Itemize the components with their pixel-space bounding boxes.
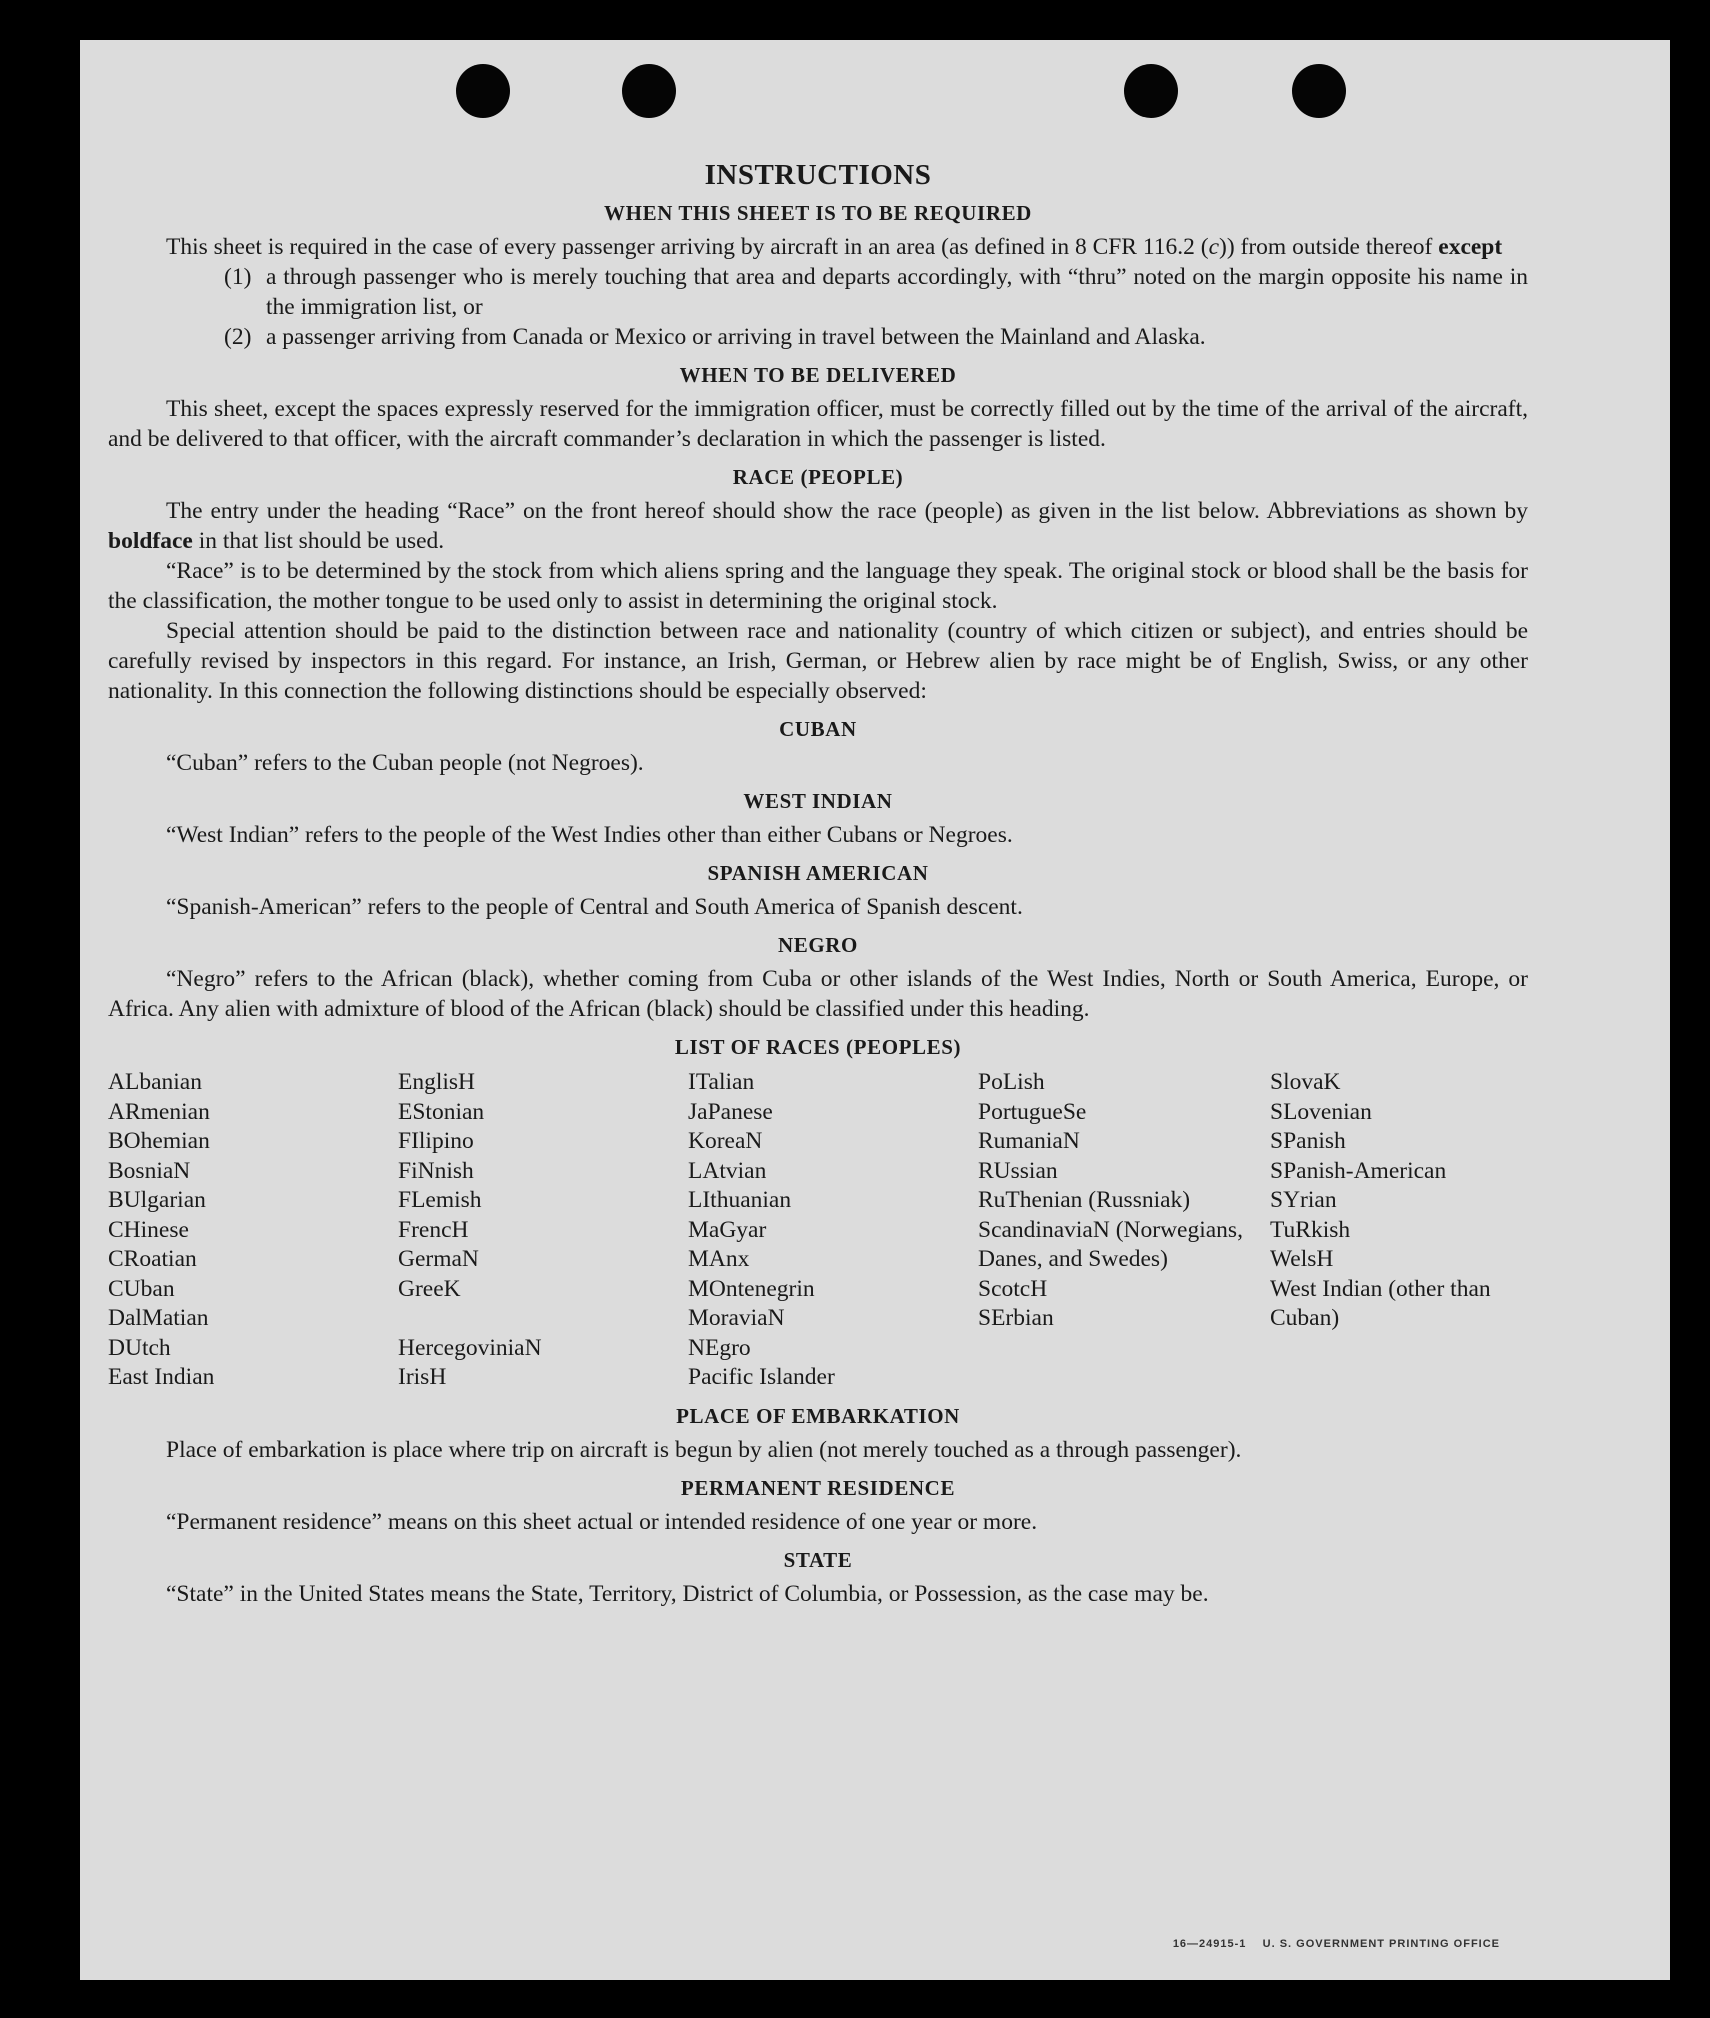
race-entry: KoreaN: [688, 1128, 763, 1154]
race-entry: TuRkish: [1270, 1216, 1351, 1243]
race-entry: WelsH: [1270, 1246, 1334, 1272]
race-entry: SPanish-American: [1270, 1157, 1447, 1184]
printer-name: U. S. GOVERNMENT PRINTING OFFICE: [1262, 1938, 1500, 1950]
races-column: [1270, 1068, 1528, 1393]
punch-hole: [1124, 64, 1178, 118]
race-entry: RuThenian (Russniak): [978, 1187, 1191, 1213]
when-required-intro: This sheet is required in the case of every passenger arriving by aircraft in an area (as defined in 8 CFR 116.2 (c)) from outside thereof except: [166, 234, 1503, 260]
race-entry: EStonian: [398, 1098, 485, 1125]
punch-hole: [456, 64, 510, 118]
race-entry: IrisH: [398, 1364, 447, 1390]
race-entry: SYrian: [1270, 1187, 1337, 1213]
races-column: [398, 1068, 688, 1393]
race-entry: PortugueSe: [978, 1098, 1087, 1125]
section-heading-race: RACE (PEOPLE): [732, 465, 904, 489]
cuban-text: “Cuban” refers to the Cuban people (not Negroes).: [166, 750, 644, 776]
section-heading-list-of-races: LIST OF RACES (PEOPLES): [674, 1035, 962, 1059]
race-entry: MAnx: [688, 1246, 750, 1272]
race-entry: [398, 1304, 688, 1334]
race-entry: East Indian: [108, 1364, 215, 1390]
race-entry: EnglisH: [398, 1069, 476, 1095]
section-heading-when-delivered: WHEN TO BE DELIVERED: [679, 363, 957, 387]
race-entry: MOntenegrin: [688, 1275, 815, 1302]
race-entry: BUlgarian: [108, 1187, 206, 1213]
exception-item-1: (1) a through passenger who is merely touching that area and departs accordingly, with “thru” noted on the margin opposite his name in the immigration list, or: [224, 264, 1528, 320]
spanish-american-text: “Spanish-American” refers to the people of Central and South America of Spanish descent.: [166, 894, 1023, 920]
punch-hole: [622, 64, 676, 118]
race-entry: Pacific Islander: [688, 1364, 835, 1390]
race-entry: FLemish: [398, 1187, 482, 1213]
race-entry: MoraviaN: [688, 1305, 785, 1331]
race-entry: LAtvian: [688, 1157, 767, 1184]
race-entry: SErbian: [978, 1305, 1054, 1331]
section-heading-negro: NEGRO: [777, 933, 858, 957]
race-entry: SlovaK: [1270, 1069, 1341, 1095]
instructions-content: [108, 160, 1528, 1609]
printer-imprint: [1173, 1938, 1500, 1950]
race-entry: FrencH: [398, 1216, 469, 1243]
race-entry: BOhemian: [108, 1128, 210, 1154]
race-entry: GermaN: [398, 1246, 479, 1272]
race-entry: BosniaN: [108, 1157, 191, 1184]
west-indian-text: “West Indian” refers to the people of the West Indies other than either Cubans or Negroes.: [166, 822, 1013, 848]
race-entry: DalMatian: [108, 1305, 209, 1331]
race-paragraph-1: The entry under the heading “Race” on the front hereof should show the race (people) as given in the list below. Abbreviations as shown by boldface in that list should be used.: [108, 498, 1528, 554]
section-heading-spanish-american: SPANISH AMERICAN: [707, 861, 929, 885]
section-heading-embarkation: PLACE OF EMBARKATION: [676, 1403, 960, 1428]
race-entry: RumaniaN: [978, 1128, 1080, 1154]
form-code: 16—24915-1: [1172, 1938, 1247, 1950]
section-heading-west-indian: WEST INDIAN: [743, 789, 893, 813]
race-entry: CUban: [108, 1275, 175, 1302]
race-entry: ALbanian: [108, 1069, 202, 1095]
race-entry: MaGyar: [688, 1216, 767, 1243]
document-page: [80, 40, 1670, 1980]
exception-item-2: (2) a passenger arriving from Canada or Mexico or arriving in travel between the Mainland and Alaska.: [224, 324, 1206, 350]
race-entry: ScotcH: [978, 1275, 1048, 1302]
negro-text: “Negro” refers to the African (black), whether coming from Cuba or other islands of the West Indies, North or South America, Europe, or Africa. Any alien with admixture of blood of the African (black) should be classified under this heading.: [108, 966, 1528, 1022]
section-heading-residence: PERMANENT RESIDENCE: [680, 1475, 956, 1500]
races-column: [108, 1068, 398, 1393]
race-paragraph-3: Special attention should be paid to the distinction between race and nationality (country of which citizen or subject), and entries should be carefully revised by inspectors in this regard. For instance, an Irish, German, or Hebrew alien by race might be of English, Swiss, or any other nationality. In this connection the following distinctions should be especially observed:: [108, 618, 1528, 704]
race-entry: FIlipino: [398, 1128, 474, 1154]
race-entry: ScandinaviaN (Norwegians, Danes, and Swedes): [978, 1216, 1243, 1272]
embarkation-text: Place of embarkation is place where trip on aircraft is begun by alien (not merely touched as a through passenger).: [166, 1436, 1242, 1463]
race-entry: CRoatian: [108, 1246, 197, 1272]
race-entry: LIthuanian: [688, 1187, 792, 1213]
races-column: [978, 1068, 1270, 1393]
race-entry: ITalian: [688, 1069, 755, 1095]
race-entry: RUssian: [978, 1157, 1058, 1184]
races-list: [108, 1068, 1528, 1393]
race-entry: HercegoviniaN: [398, 1334, 542, 1361]
residence-text: “Permanent residence” means on this sheet actual or intended residence of one year or more.: [166, 1508, 1038, 1535]
page-title: INSTRUCTIONS: [704, 159, 932, 191]
race-entry: FiNnish: [398, 1157, 474, 1184]
section-heading-when-required: WHEN THIS SHEET IS TO BE REQUIRED: [604, 201, 1032, 225]
when-delivered-text: This sheet, except the spaces expressly reserved for the immigration officer, must be correctly filled out by the time of the arrival of the aircraft, and be delivered to that officer, with the aircraft commander’s declaration in which the passenger is listed.: [108, 396, 1528, 452]
race-entry: DUtch: [108, 1334, 171, 1361]
race-entry: GreeK: [398, 1275, 461, 1302]
race-paragraph-2: “Race” is to be determined by the stock from which aliens spring and the language they speak. The original stock or blood shall be the basis for the classification, the mother tongue to be used only to assist in determining the original stock.: [108, 558, 1528, 614]
section-heading-cuban: CUBAN: [779, 717, 857, 741]
race-entry: NEgro: [688, 1334, 751, 1361]
punch-hole: [1292, 64, 1346, 118]
races-column: [688, 1068, 978, 1393]
state-text: “State” in the United States means the State, Territory, District of Columbia, or Possession, as the case may be.: [166, 1580, 1209, 1607]
race-entry: PoLish: [978, 1069, 1045, 1095]
race-entry: SPanish: [1270, 1128, 1346, 1154]
race-entry: JaPanese: [688, 1098, 773, 1125]
race-entry: West Indian (other than Cuban): [1270, 1275, 1491, 1331]
race-entry: CHinese: [108, 1216, 189, 1243]
race-entry: SLovenian: [1270, 1098, 1372, 1125]
race-entry: ARmenian: [108, 1098, 210, 1125]
section-heading-state: STATE: [783, 1547, 853, 1572]
